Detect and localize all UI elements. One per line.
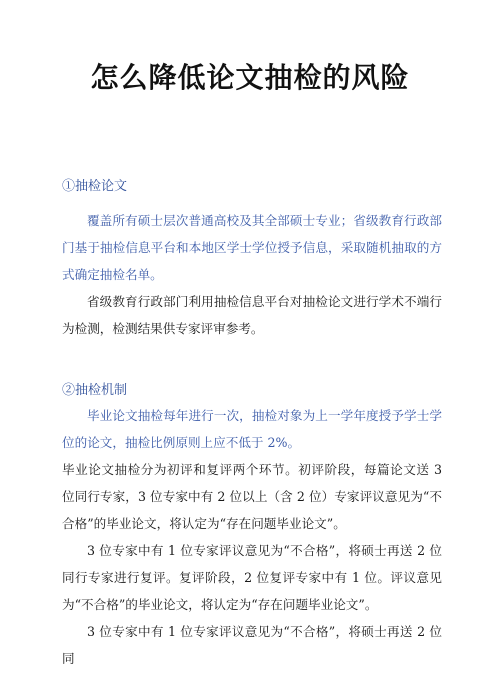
paragraph: 毕业论文抽检分为初评和复评两个环节。初评阶段，每篇论文送 3 位同行专家，3 位专家中有 2 位以上（含 2 位）专家评议意见为“不合格”的毕业论文，将认定为“存在问题毕业论文”。 xyxy=(62,462,442,531)
paragraph: 省级教育行政部门利用抽检信息平台对抽检论文进行学术不端行为检测，检测结果供专家评审参考。 xyxy=(62,294,442,336)
paragraph: 3 位专家中有 1 位专家评议意见为“不合格”，将硕士再送 2 位同 xyxy=(62,624,442,666)
paragraph: 覆盖所有硕士层次普通高校及其全部硕士专业；省级教育行政部门基于抽检信息平台和本地区学士学位授予信息，采取随机抽取的方式确定抽检名单。 xyxy=(62,213,442,282)
section-heading-sample-papers: ①抽检论文 xyxy=(62,179,128,194)
paragraph: 3 位专家中有 1 位专家评议意见为“不合格”，将硕士再送 2 位同行专家进行复评。复评阶段，2 位复评专家中有 1 位。评议意见为“不合格”的毕业论文，将认定为“存在问题毕业论文”。 xyxy=(62,543,442,612)
section-heading-sampling-mechanism: ②抽检机制 xyxy=(62,383,128,398)
paragraph: 毕业论文抽检每年进行一次，抽检对象为上一学年度授予学士学位的论文，抽检比例原则上应不低于 2%。 xyxy=(62,408,442,450)
page-title: 怎么降低论文抽检的风险 xyxy=(90,61,410,94)
